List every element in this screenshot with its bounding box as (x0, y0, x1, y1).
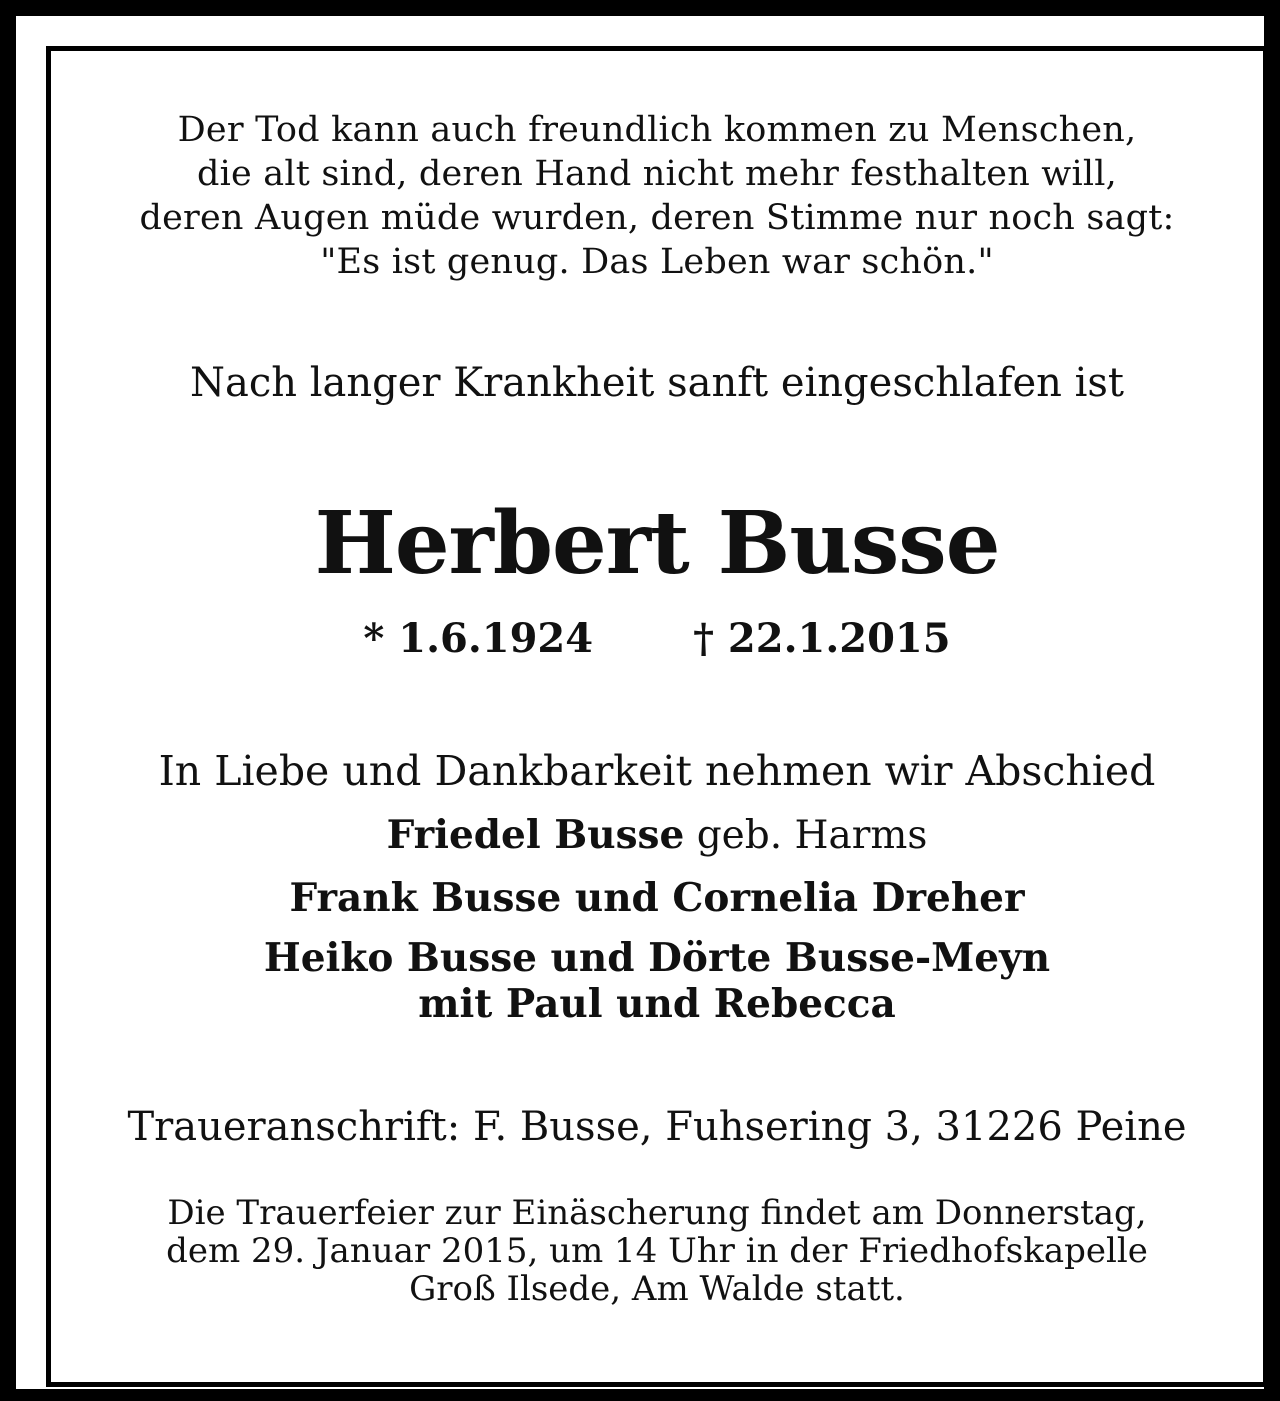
poem-quote (51, 108, 1263, 284)
mourner-son-heiko (51, 935, 1263, 1027)
maiden-name: geb. Harms (684, 813, 928, 858)
ceremony-line: Die Trauerfeier zur Einäscherung findet am Donnerstag, (167, 1193, 1147, 1233)
mourner-line: mit Paul und Rebecca (418, 981, 896, 1027)
death-date: † 22.1.2015 (693, 615, 951, 662)
ceremony-line: Groß Ilsede, Am Walde statt. (409, 1269, 905, 1309)
obituary-frame (46, 46, 1268, 1387)
mourning-address: Traueranschrift: F. Busse, Fuhsering 3, 31226 Peine (127, 1104, 1187, 1150)
mourner-name: Friedel Busse (386, 812, 685, 858)
mourner-son-frank: Frank Busse und Cornelia Dreher (289, 875, 1025, 921)
deceased-name: Herbert Busse (314, 493, 1000, 594)
poem-line: Der Tod kann auch freundlich kommen zu Menschen, (177, 110, 1137, 150)
intro-text: Nach langer Krankheit sanft eingeschlafen ist (189, 360, 1125, 406)
poem-line: deren Augen müde wurden, deren Stimme nur noch sagt: (139, 198, 1175, 238)
poem-line: "Es ist genug. Das Leben war schön." (320, 242, 994, 282)
mourner-widow (51, 808, 1263, 863)
funeral-notice (51, 1194, 1263, 1308)
poem-line: die alt sind, deren Hand nicht mehr festhalten will, (197, 154, 1117, 194)
life-dates (51, 613, 1263, 665)
ceremony-line: dem 29. Januar 2015, um 14 Uhr in der Friedhofskapelle (166, 1231, 1148, 1271)
farewell-text: In Liebe und Dankbarkeit nehmen wir Abschied (158, 747, 1156, 795)
mourner-line: Heiko Busse und Dörte Busse-Meyn (263, 935, 1051, 981)
birth-date: * 1.6.1924 (363, 615, 594, 662)
